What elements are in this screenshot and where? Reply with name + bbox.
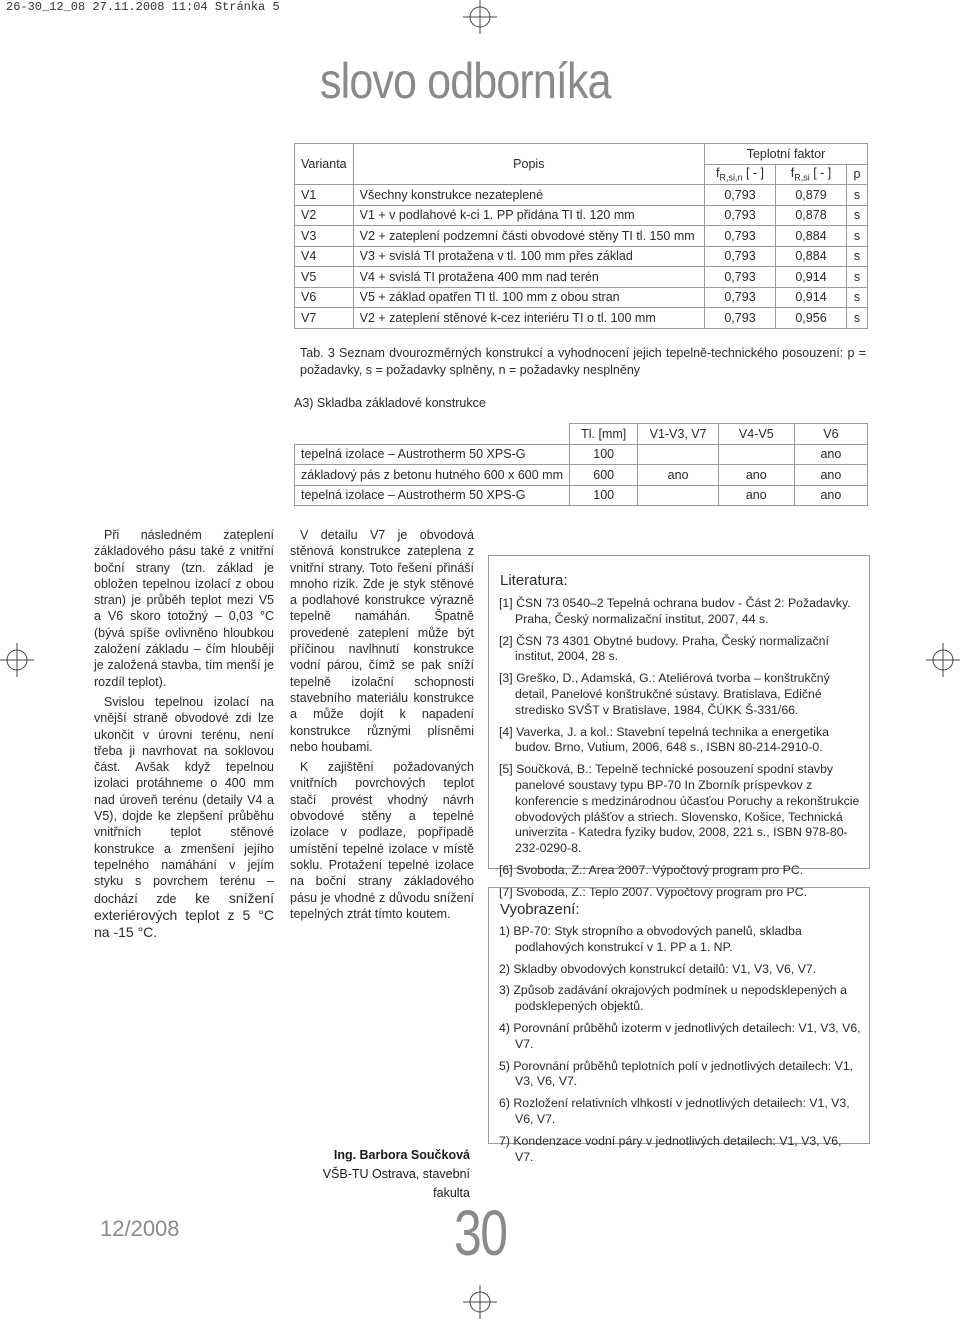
cell-varianta: V3: [295, 226, 354, 247]
cell-p: s: [847, 205, 868, 226]
list-item: 5) Porovnání průběhů teplotních polí v jednotlivých detailech: V1, V3, V6, V7.: [499, 1058, 854, 1089]
table2-title: A3) Skladba základové konstrukce: [294, 396, 486, 410]
table-row: [295, 267, 868, 288]
list-item: [7] Svoboda, Z.: Teplo 2007. Výpočtový program pro PC.: [499, 884, 808, 899]
cell-f1: 0,793: [705, 185, 776, 206]
cell-varianta: V5: [295, 267, 354, 288]
article-column-2: [290, 527, 474, 926]
list-item: 1) BP-70: Styk stropního a obvodových panelů, skladba podlahových konstrukcí v 1. PP a 1. NP.: [499, 924, 802, 954]
list-item: 6) Rozložení relativních vlhkostí v jednotlivých detailech: V1, V3, V6, V7.: [499, 1096, 850, 1126]
paragraph: V detailu V7 je obvodová stěnová konstrukce zateplena z vnitřní strany. Toto řešení přináší mnoho rizik. Zde je styk stěnové a podlahové konstrukce výrazně tepelně namáhán. Špatně provedené zateplení může být příčinou navlhnutí konstrukce vodní párou, čímž se pak sníží tepelně izolační schopnosti stavebního materiálu konstrukce a může dojít k napadení konstrukce různými plísněmi nebo houbami.: [290, 528, 474, 754]
header-v1-v3: V1-V3, V7: [638, 424, 718, 445]
paragraph-text-large: ke snížení exteriérových teplot z 5 °C na -15 °C.: [94, 889, 274, 941]
header-varianta: Varianta: [295, 144, 354, 185]
figures-box: [488, 884, 870, 1164]
cell-popis: Všechny konstrukce nezateplené: [353, 185, 704, 206]
foundation-table: [294, 423, 868, 506]
cell-f2: 0,914: [776, 287, 847, 308]
table-row: [295, 226, 868, 247]
cell-popis: V5 + základ opatřen TI tl. 100 mm z obou stran: [353, 287, 704, 308]
table-row: [295, 308, 868, 329]
registration-mark-top-icon: [463, 0, 497, 34]
list-item: 7) Kondenzace vodní páry v jednotlivých detailech: V1, V3, V6, V7.: [499, 1133, 842, 1164]
print-slug: 26-30_12_08 27.11.2008 11:04 Stránka 5: [6, 0, 280, 14]
header-teplotni-faktor: Teplotní faktor: [705, 144, 868, 165]
cell-p: s: [847, 267, 868, 288]
header-blank: [295, 424, 570, 445]
list-item: [4] Vaverka, J. a kol.: Stavební tepelná technika a energetika budov. Brno, Vutium, 2006, 648 s., ISBN 80-214-2910-0.: [499, 724, 829, 755]
cell-varianta: V7: [295, 308, 354, 329]
cell-popis: V1 + v podlahové k-ci 1. PP přidána TI tl. 120 mm: [353, 205, 704, 226]
cell-f2: 0,878: [776, 205, 847, 226]
table-header-row: [295, 144, 868, 165]
figures-title: Vyobrazení:: [500, 901, 580, 918]
cell-f1: 0,793: [705, 267, 776, 288]
header-v4-v5: V4-V5: [718, 424, 794, 445]
table-row: [295, 185, 868, 206]
cell-f2: 0,884: [776, 246, 847, 267]
cell-varianta: V1: [295, 185, 354, 206]
header-f-rsin: $f_{R,si,n}$ [ - ]: [705, 164, 776, 185]
literature-title: Literatura:: [500, 572, 568, 589]
table-row: [295, 444, 868, 465]
cell-layer: tepelná izolace – Austrotherm 50 XPS-G: [295, 444, 570, 465]
cell-p: s: [847, 226, 868, 247]
paragraph: Při následném zateplení základového pásu také z vnitřní boční strany (tzn. základ je obložen tepelnou izolací z obou stran) je průběh teplot mezi V5 a V6 skoro totožný – 0,03 °C (bývá spíše ovlivněno hloubkou založení základu – čím hlouběji je založená stavba, tím menší je rozdíl teplot).: [94, 528, 274, 689]
list-item: [2] ČSN 73 4301 Obytné budovy. Praha, Český normalizační institut, 2004, 28 s.: [499, 633, 829, 664]
header-f-rsi: $f_{R,si}$ [ - ]: [776, 164, 847, 185]
list-item: 4) Porovnání průběhů izoterm v jednotlivých detailech: V1, V3, V6, V7.: [499, 1020, 861, 1051]
author-block: [294, 1146, 470, 1203]
cell-v1-v3: [638, 444, 718, 465]
list-item: [1] ČSN 73 0540–2 Tepelná ochrana budov - Část 2: Požadavky. Praha, Český normalizační institut, 2007, 44 s.: [499, 596, 851, 626]
paragraph: [94, 694, 274, 941]
cell-f2: 0,879: [776, 185, 847, 206]
cell-tl: 100: [569, 444, 637, 465]
literature-box: [488, 555, 870, 899]
cell-varianta: V4: [295, 246, 354, 267]
cell-v4-v5: ano: [718, 485, 794, 506]
table-row: [295, 287, 868, 308]
registration-mark-right-icon: [926, 643, 960, 677]
paragraph-text: Svislou tepelnou izolací na vnější straně obvodové zdi lze ukončit v úrovni terénu, není třeba ji navrhovat na soklovou část. Avšak když tepelnou izolaci protáhneme o 400 mm nad úroveň terénu (detaily V4 a V5), dojde ke zlepšení průběhu vnitřních teplot stěnové konstrukce a zmenšení jejího tepelného namáhání v jejím styku s povrchem terénu – dochází zde: [94, 694, 274, 906]
cell-v1-v3: [638, 485, 718, 506]
header-p: p: [847, 164, 868, 185]
header-tl: Tl. [mm]: [569, 424, 637, 445]
cell-varianta: V6: [295, 287, 354, 308]
list-item: 2) Skladby obvodových konstrukcí detailů: V1, V3, V6, V7.: [499, 961, 817, 976]
cell-tl: 100: [569, 485, 637, 506]
paragraph: K zajištění požadovaných vnitřních povrchových teplot stačí provést vhodný návrh obvodové stěny a tepelné izolace v podlaze, popřípadě umístění tepelné izolace v místě soklu. Protažení tepelné izolace na boční strany základového pásu je vhodné z důvodu snížení tepelných ztrát tímto koutem.: [290, 760, 474, 921]
header-popis: Popis: [353, 144, 704, 185]
cell-f2: 0,956: [776, 308, 847, 329]
header-v6: V6: [794, 424, 867, 445]
figures-list: [499, 924, 861, 1171]
list-item: [3] Greško, D., Adamská, G.: Ateliérová tvorba – konštrukčný detail, Panelové konštrukčné sústavy. Bratislava, Edičné stredisko SVŠT v Bratislave, 1984, ČÚKK Š-331/66.: [499, 671, 830, 717]
cell-v4-v5: [718, 444, 794, 465]
table-row: [295, 465, 868, 486]
issue-date: 12/2008: [100, 1216, 180, 1241]
cell-f1: 0,793: [705, 308, 776, 329]
table-row: [295, 246, 868, 267]
author-name: Ing. Barbora Součková: [333, 1148, 470, 1162]
section-headline: slovo odborníka: [320, 53, 611, 109]
cell-popis: V2 + zateplení podzemní části obvodové stěny TI tl. 150 mm: [353, 226, 704, 247]
author-affiliation: VŠB-TU Ostrava, stavební fakulta: [322, 1167, 470, 1200]
cell-layer: tepelná izolace – Austrotherm 50 XPS-G: [295, 485, 570, 506]
cell-f1: 0,793: [705, 205, 776, 226]
literature-list: [499, 596, 861, 907]
table-row: [295, 485, 868, 506]
cell-v6: ano: [794, 444, 867, 465]
cell-v4-v5: ano: [718, 465, 794, 486]
list-item: [6] Svoboda, Z.: Area 2007. Výpočtový program pro PC.: [499, 862, 804, 877]
cell-popis: V3 + svislá TI protažena v tl. 100 mm přes základ: [353, 246, 704, 267]
results-table: [294, 143, 868, 329]
list-item: 3) Způsob zadávání okrajových podmínek u nepodsklepených a podsklepených objektů.: [499, 983, 847, 1014]
list-item: [5] Součková, B.: Tepelně technické posouzení spodní stavby panelové soustavy typu BP-70 In Zborník príspevkov z konferencie s medzinárodnou účasťou Poruchy a rekonštrukcie obvodových plášťov a striech. Slovensko, Košice, Technická univerzita - Katedra fyziky budov, 2008, 221 s., ISBN 978-80-232-0290-8.: [499, 762, 860, 856]
cell-p: s: [847, 185, 868, 206]
cell-f1: 0,793: [705, 287, 776, 308]
cell-tl: 600: [569, 465, 637, 486]
table-row: [295, 205, 868, 226]
cell-popis: V4 + svislá TI protažena 400 mm nad terén: [353, 267, 704, 288]
table-header-row: [295, 424, 868, 445]
cell-p: s: [847, 287, 868, 308]
cell-f1: 0,793: [705, 226, 776, 247]
cell-f1: 0,793: [705, 246, 776, 267]
article-column-1: [94, 527, 274, 945]
cell-varianta: V2: [295, 205, 354, 226]
registration-mark-bottom-icon: [463, 1285, 497, 1319]
cell-v6: ano: [794, 465, 867, 486]
page-number: 30: [454, 1197, 507, 1269]
cell-p: s: [847, 308, 868, 329]
cell-popis: V2 + zateplení stěnové k-cez interiéru TI o tl. 100 mm: [353, 308, 704, 329]
cell-f2: 0,884: [776, 226, 847, 247]
table-caption: Tab. 3 Seznam dvourozměrných konstrukcí a vyhodnocení jejich tepelně-technického posouzení: p = požadavky, s = požadavky splněny, n = požadavky nesplněny: [300, 346, 866, 377]
registration-mark-left-icon: [0, 643, 34, 677]
cell-p: s: [847, 246, 868, 267]
cell-v6: ano: [794, 485, 867, 506]
cell-v1-v3: ano: [638, 465, 718, 486]
cell-f2: 0,914: [776, 267, 847, 288]
cell-layer: základový pás z betonu hutného 600 x 600 mm: [295, 465, 570, 486]
